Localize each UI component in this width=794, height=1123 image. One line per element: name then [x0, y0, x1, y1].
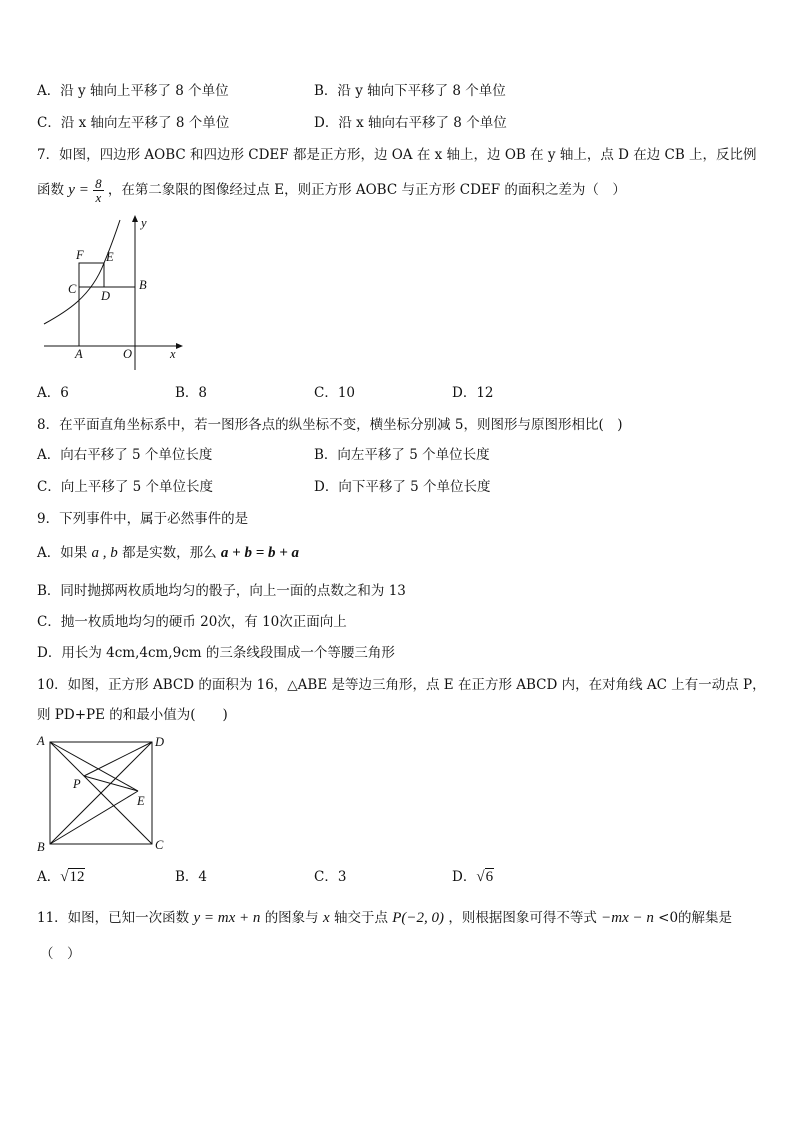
q6-option-b: B．沿 y 轴向下平移了 8 个单位 — [314, 83, 506, 99]
q10-stem-line1: 10．如图，正方形 ABCD 的面积为 16，△ABE 是等边三角形，点 E 在正方形 ABCD 内，在对角线 AC 上有一动点 P， — [37, 677, 766, 693]
q10-label-a: A — [37, 734, 45, 748]
q11-ineq: −mx − n — [601, 910, 654, 926]
q10-option-d-sqrt: √6 — [476, 869, 494, 885]
q10-label-d: D — [155, 735, 165, 749]
q7-label-y: y — [141, 216, 147, 230]
q11-point: P(−2, 0) — [392, 910, 445, 926]
q7-square-cdef — [79, 263, 104, 287]
q11-paren: （ ） — [40, 946, 81, 962]
q9-option-d: D．用长为 4cm,4cm,9cm 的三条线段围成一个等腰三角形 — [37, 645, 395, 661]
q7-y-axis-arrow — [132, 215, 138, 222]
q10-label-e: E — [137, 794, 145, 808]
q11-mid3: ，则根据图象可得不等式 — [448, 910, 597, 926]
q10-label-b: B — [37, 840, 45, 854]
q7-label-e: E — [106, 250, 114, 264]
q6-option-a: A．沿 y 轴向上平移了 8 个单位 — [37, 83, 229, 99]
q8-option-b: B．向左平移了 5 个单位长度 — [314, 447, 490, 463]
q7-func-denominator: x — [95, 190, 102, 205]
q10-segment-pd — [84, 742, 152, 776]
q7-label-f: F — [76, 248, 84, 262]
q7-option-d: D．12 — [452, 385, 494, 401]
q10-option-a-label: A． — [37, 869, 61, 885]
q11-func: y = mx + n — [193, 910, 261, 926]
q7-label-b: B — [139, 278, 147, 292]
q11-mid2: 轴交于点 — [333, 910, 388, 926]
q8-option-c: C．向上平移了 5 个单位长度 — [37, 479, 214, 495]
q10-label-c: C — [155, 838, 164, 852]
q10-option-a — [37, 868, 85, 886]
q10-option-d-label: D． — [452, 869, 477, 885]
q7-option-b: B．8 — [175, 385, 208, 401]
q11-stem — [37, 909, 732, 927]
q9-option-b: B．同时抛掷两枚质地均匀的骰子，向上一面的点数之和为 13 — [37, 583, 406, 599]
q8-stem: 8．在平面直角坐标系中，若一图形各点的纵坐标不变，横坐标分别减 5，则图形与原图形相比( ) — [37, 417, 623, 433]
q7-label-c: C — [68, 282, 77, 296]
q7-func-numerator: 8 — [95, 176, 102, 191]
q11-post: <0的解集是 — [658, 910, 733, 926]
q9-a-expr: a + b = b + a — [220, 545, 300, 561]
q6-option-d: D．沿 x 轴向右平移了 8 个单位 — [314, 115, 507, 131]
q11-pre: 11．如图，已知一次函数 — [37, 910, 190, 926]
q7-option-a: A．6 — [37, 385, 69, 401]
q7-label-d: D — [101, 289, 111, 303]
q7-stem-line1: 7．如图，四边形 AOBC 和四边形 CDEF 都是正方形，边 OA 在 x 轴上，边 OB 在 y 轴上，点 D 在边 CB 上，反比例 — [37, 147, 757, 163]
q6-option-c: C．沿 x 轴向左平移了 8 个单位 — [37, 115, 230, 131]
q9-a-mid: 都是实数，那么 — [122, 545, 217, 561]
q8-option-a: A．向右平移了 5 个单位长度 — [37, 447, 213, 463]
q7-line2-post: ，在第二象限的图像经过点 E，则正方形 AOBC 与正方形 CDEF 的面积之差为（ ） — [107, 182, 626, 198]
q7-x-axis-arrow — [176, 343, 183, 349]
q7-func-lhs: y = — [68, 182, 89, 198]
q9-a-vars: a , b — [91, 545, 118, 561]
q10-segment-ae — [50, 742, 138, 791]
q10-figure — [34, 732, 174, 856]
q7-option-c: C．10 — [314, 385, 356, 401]
q9-option-c: C．抛一枚质地均匀的硬币 20次，有 10次正面向上 — [37, 614, 347, 630]
q7-stem-line2 — [37, 170, 626, 210]
q10-option-a-sqrt: √12 — [60, 869, 85, 885]
q10-stem-line2: 则 PD+PE 的和最小值为( ) — [37, 707, 228, 723]
q7-label-a: A — [75, 347, 83, 361]
q10-option-d — [452, 868, 494, 886]
q8-option-d: D．向下平移了 5 个单位长度 — [314, 479, 491, 495]
q10-option-b: B．4 — [175, 869, 208, 885]
q7-line2-pre: 函数 — [37, 182, 64, 198]
q10-option-d-radicand: 6 — [485, 869, 494, 885]
q7-hyperbola-curve — [44, 220, 120, 324]
q11-axis: x — [322, 910, 330, 926]
q9-stem: 9．下列事件中，属于必然事件的是 — [37, 511, 249, 527]
q10-label-p: P — [73, 777, 81, 791]
q11-mid1: 的图象与 — [264, 910, 319, 926]
q9-option-a — [37, 544, 299, 562]
q10-option-a-radicand: 12 — [69, 869, 85, 885]
q10-option-c: C．3 — [314, 869, 347, 885]
q7-func-fraction — [93, 177, 104, 204]
q7-figure — [36, 212, 186, 374]
q9-a-pre: A．如果 — [37, 545, 88, 561]
q7-label-x: x — [170, 347, 176, 361]
q7-label-o: O — [123, 347, 133, 361]
